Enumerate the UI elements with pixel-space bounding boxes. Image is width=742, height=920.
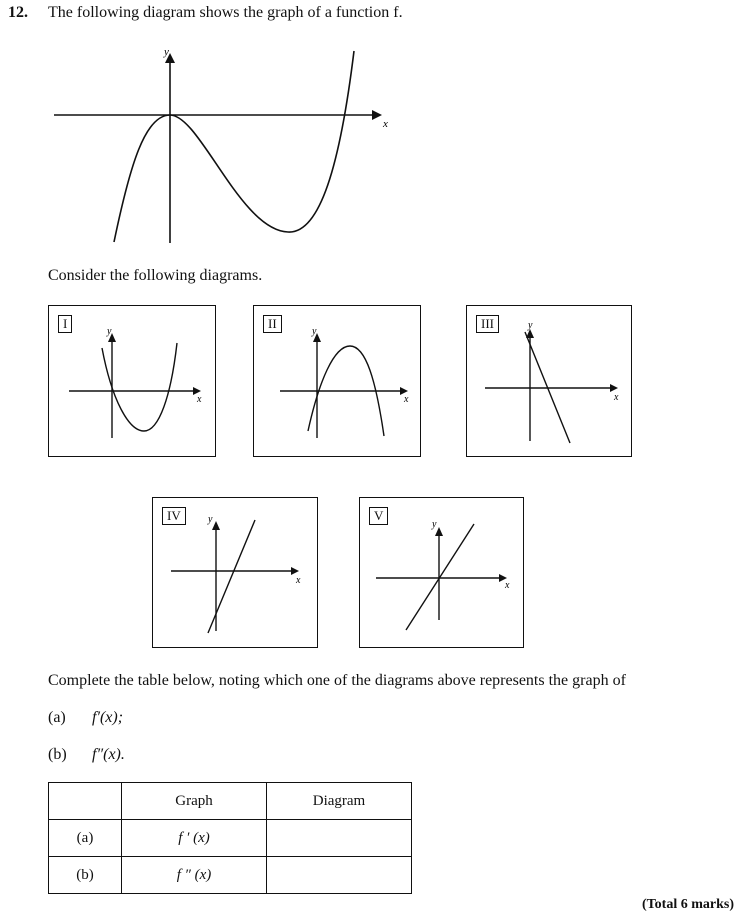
row-a-graph: f ′ (x) <box>122 820 267 857</box>
diagram-V-x-label: x <box>505 580 510 591</box>
diagram-V <box>359 497 524 648</box>
answer-table <box>48 782 412 894</box>
question-number: 12. <box>8 4 28 21</box>
diagram-I-y-label: y <box>107 326 112 337</box>
main-y-label: y <box>164 46 169 58</box>
question-prompt: The following diagram shows the graph of a function f. <box>48 4 403 21</box>
diagram-II-label: II <box>263 315 282 333</box>
diagram-IV-label: IV <box>162 507 186 525</box>
diagram-I-svg <box>49 306 215 456</box>
part-a <box>48 709 123 727</box>
part-b-label: (b) <box>48 746 67 763</box>
consider-text: Consider the following diagrams. <box>48 267 263 284</box>
part-b-expr: f″(x). <box>92 746 125 763</box>
diagram-I <box>48 305 216 457</box>
table-row <box>49 820 412 857</box>
diagram-III-y-label: y <box>528 320 533 331</box>
diagram-III-label: III <box>476 315 499 333</box>
total-marks: (Total 6 marks) <box>641 897 734 912</box>
main-graph <box>50 45 390 250</box>
diagram-V-label: V <box>369 507 388 525</box>
diagram-II-y-label: y <box>312 326 317 337</box>
main-x-label: x <box>383 118 388 130</box>
row-b-part: (b) <box>49 857 122 894</box>
diagram-IV-y-arrow <box>212 521 220 530</box>
table-header-cell: Graph <box>122 783 267 820</box>
diagram-IV <box>152 497 318 648</box>
table-row <box>49 857 412 894</box>
diagram-II-x-label: x <box>404 394 409 405</box>
diagram-III-x-label: x <box>614 392 619 403</box>
diagram-V-line <box>406 524 474 630</box>
table-header-cell: Diagram <box>267 783 412 820</box>
instruction-text: Complete the table below, noting which one of the diagrams above represents the graph of <box>48 672 626 689</box>
diagram-III-x-arrow <box>610 384 618 392</box>
diagram-IV-x-label: x <box>296 575 301 586</box>
diagram-II <box>253 305 421 457</box>
main-graph-svg <box>50 45 390 250</box>
table-header-row <box>49 783 412 820</box>
diagram-V-y-label: y <box>432 519 437 530</box>
main-x-arrow <box>372 110 382 120</box>
diagram-IV-x-arrow <box>291 567 299 575</box>
diagram-I-label: I <box>58 315 72 333</box>
row-a-diagram-answer[interactable] <box>267 820 412 857</box>
part-a-label: (a) <box>48 709 66 726</box>
diagram-I-curve <box>102 343 177 431</box>
row-b-graph: f ″ (x) <box>122 857 267 894</box>
function-f-curve <box>114 51 354 242</box>
part-a-expr: f′(x); <box>92 709 124 726</box>
diagram-IV-line <box>208 520 255 633</box>
row-b-diagram-answer[interactable] <box>267 857 412 894</box>
row-a-part: (a) <box>49 820 122 857</box>
diagram-III <box>466 305 632 457</box>
part-b <box>48 746 125 764</box>
diagram-I-x-label: x <box>197 394 202 405</box>
diagram-IV-y-label: y <box>208 514 213 525</box>
table-header-cell <box>49 783 122 820</box>
